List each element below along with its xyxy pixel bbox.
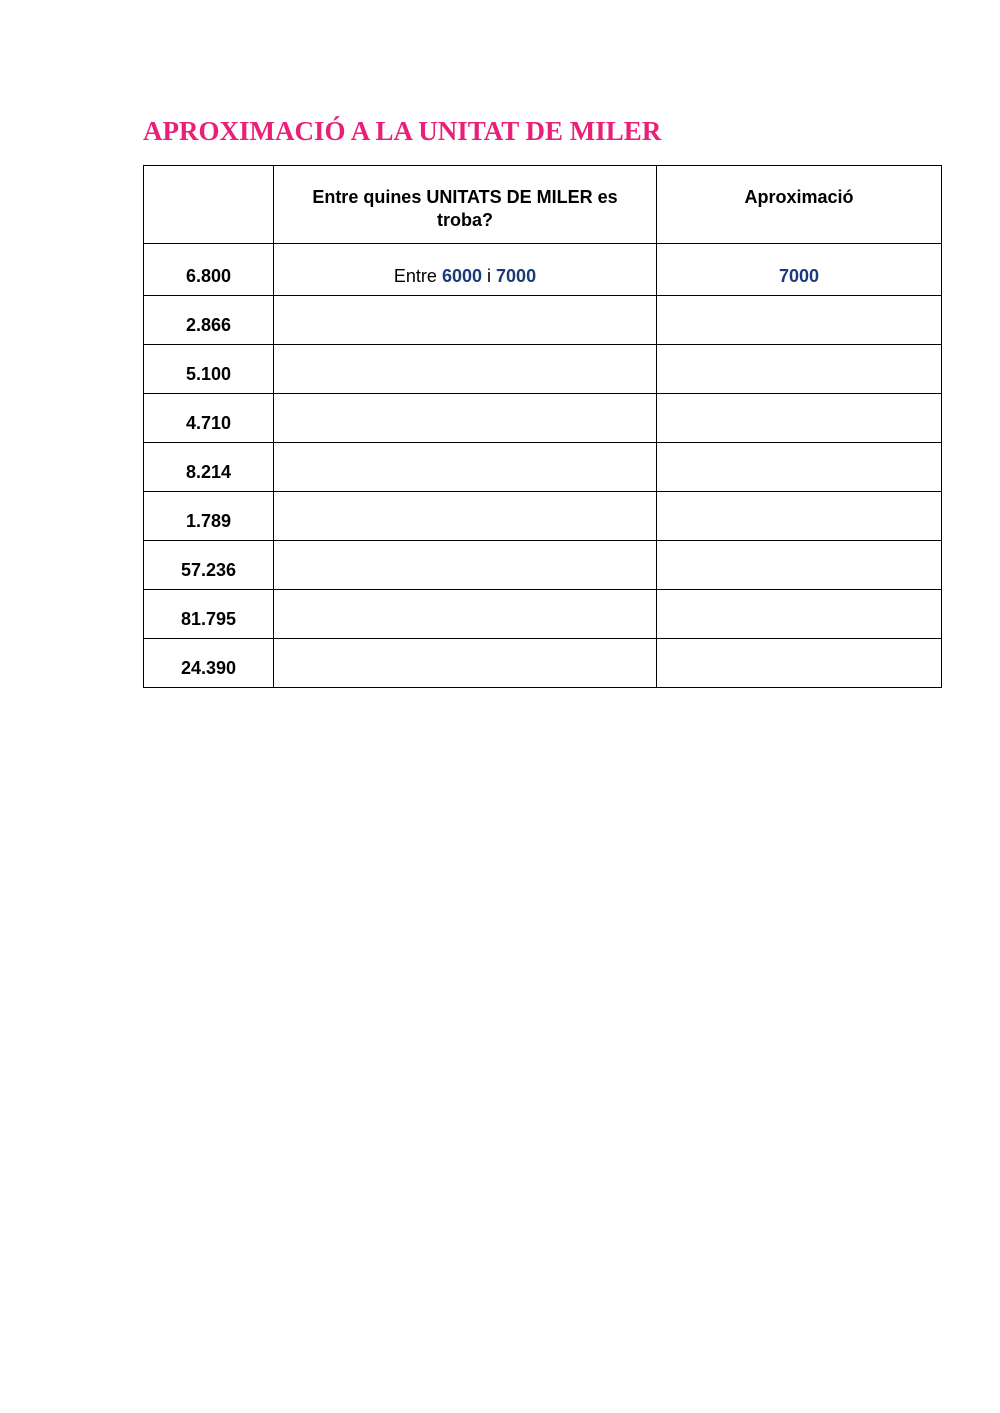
between-cell[interactable] bbox=[274, 244, 657, 296]
between-cell[interactable] bbox=[274, 639, 657, 688]
number-cell: 8.214 bbox=[144, 443, 274, 492]
number-cell: 4.710 bbox=[144, 394, 274, 443]
between-prefix: Entre bbox=[393, 266, 437, 286]
lower-thousand: 6000 bbox=[441, 266, 482, 286]
example-row bbox=[144, 244, 942, 296]
number-cell: 1.789 bbox=[144, 492, 274, 541]
table-row bbox=[144, 443, 942, 492]
header-approximation: Aproximació bbox=[657, 166, 942, 244]
between-cell[interactable] bbox=[274, 590, 657, 639]
number-cell: 6.800 bbox=[144, 244, 274, 296]
header-number bbox=[144, 166, 274, 244]
approximation-table bbox=[143, 165, 942, 688]
number-cell: 57.236 bbox=[144, 541, 274, 590]
approximation-cell[interactable] bbox=[657, 492, 942, 541]
table-row bbox=[144, 394, 942, 443]
table-row bbox=[144, 639, 942, 688]
between-connector: i bbox=[487, 266, 492, 286]
approximation-cell[interactable] bbox=[657, 541, 942, 590]
table-row bbox=[144, 590, 942, 639]
header-between: Entre quines UNITATS DE MILER es troba? bbox=[274, 166, 657, 244]
page-title: APROXIMACIÓ A LA UNITAT DE MILER bbox=[143, 116, 662, 146]
between-cell[interactable] bbox=[274, 296, 657, 345]
header-row bbox=[144, 166, 942, 244]
between-cell[interactable] bbox=[274, 443, 657, 492]
approximation-cell[interactable] bbox=[657, 296, 942, 345]
number-cell: 2.866 bbox=[144, 296, 274, 345]
table-row bbox=[144, 296, 942, 345]
between-cell[interactable] bbox=[274, 541, 657, 590]
table-row bbox=[144, 541, 942, 590]
between-cell[interactable] bbox=[274, 394, 657, 443]
upper-thousand: 7000 bbox=[496, 266, 537, 286]
approximation-cell[interactable] bbox=[657, 345, 942, 394]
number-cell: 81.795 bbox=[144, 590, 274, 639]
number-cell: 24.390 bbox=[144, 639, 274, 688]
approximation-value: 7000 bbox=[778, 266, 820, 286]
between-cell[interactable] bbox=[274, 492, 657, 541]
table-row bbox=[144, 492, 942, 541]
approximation-cell[interactable] bbox=[657, 590, 942, 639]
number-cell: 5.100 bbox=[144, 345, 274, 394]
between-cell[interactable] bbox=[274, 345, 657, 394]
table-row bbox=[144, 345, 942, 394]
approximation-cell[interactable] bbox=[657, 394, 942, 443]
approximation-cell[interactable] bbox=[657, 443, 942, 492]
approximation-cell[interactable] bbox=[657, 639, 942, 688]
approximation-cell[interactable] bbox=[657, 244, 942, 296]
